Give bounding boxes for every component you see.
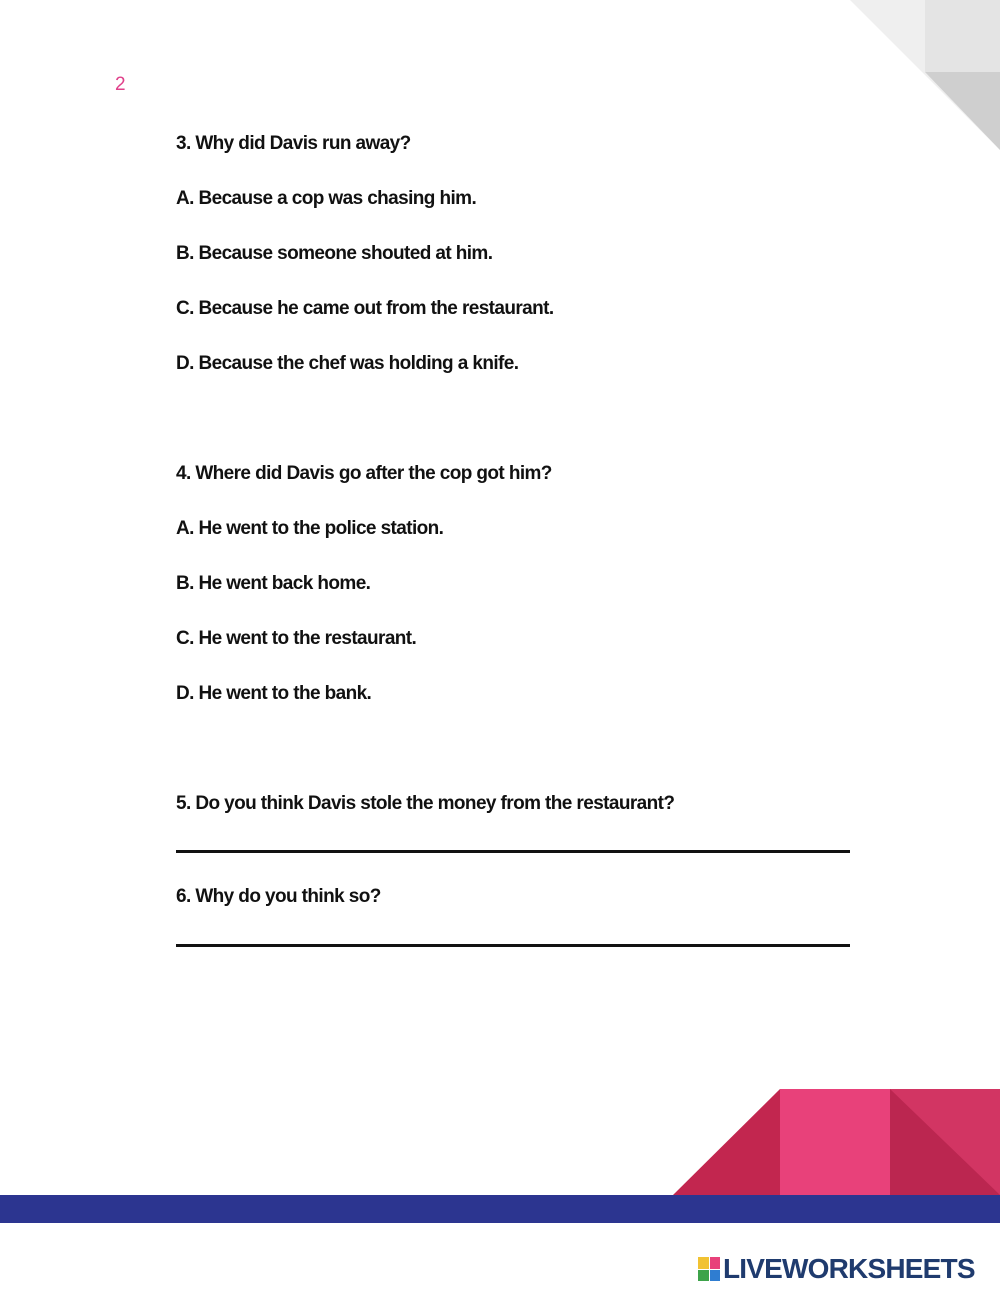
footer-decoration [0, 1085, 1000, 1225]
question-4-option-b[interactable]: B. He went back home. [176, 573, 371, 594]
page-corner-decoration [0, 0, 1000, 160]
liveworksheets-logo-icon [698, 1257, 720, 1281]
question-4-option-a[interactable]: A. He went to the police station. [176, 518, 444, 539]
question-5-answer-field[interactable] [176, 850, 850, 853]
page-number: 2 [115, 74, 126, 95]
question-3-option-b[interactable]: B. Because someone shouted at him. [176, 243, 493, 264]
question-3-prompt: 3. Why did Davis run away? [176, 133, 411, 154]
question-6-prompt: 6. Why do you think so? [176, 886, 381, 907]
liveworksheets-brand[interactable] [698, 1254, 975, 1284]
question-5-prompt: 5. Do you think Davis stole the money from the restaurant? [176, 793, 675, 814]
question-4-option-d[interactable]: D. He went to the bank. [176, 683, 372, 704]
question-4-option-c[interactable]: C. He went to the restaurant. [176, 628, 417, 649]
question-3-option-c[interactable]: C. Because he came out from the restaurant. [176, 298, 554, 319]
question-4-prompt: 4. Where did Davis go after the cop got him? [176, 463, 552, 484]
question-6-answer-field[interactable] [176, 944, 850, 947]
question-3-option-a[interactable]: A. Because a cop was chasing him. [176, 188, 477, 209]
brand-name: LIVEWORKSHEETS [723, 1253, 975, 1284]
question-3-option-d[interactable]: D. Because the chef was holding a knife. [176, 353, 519, 374]
